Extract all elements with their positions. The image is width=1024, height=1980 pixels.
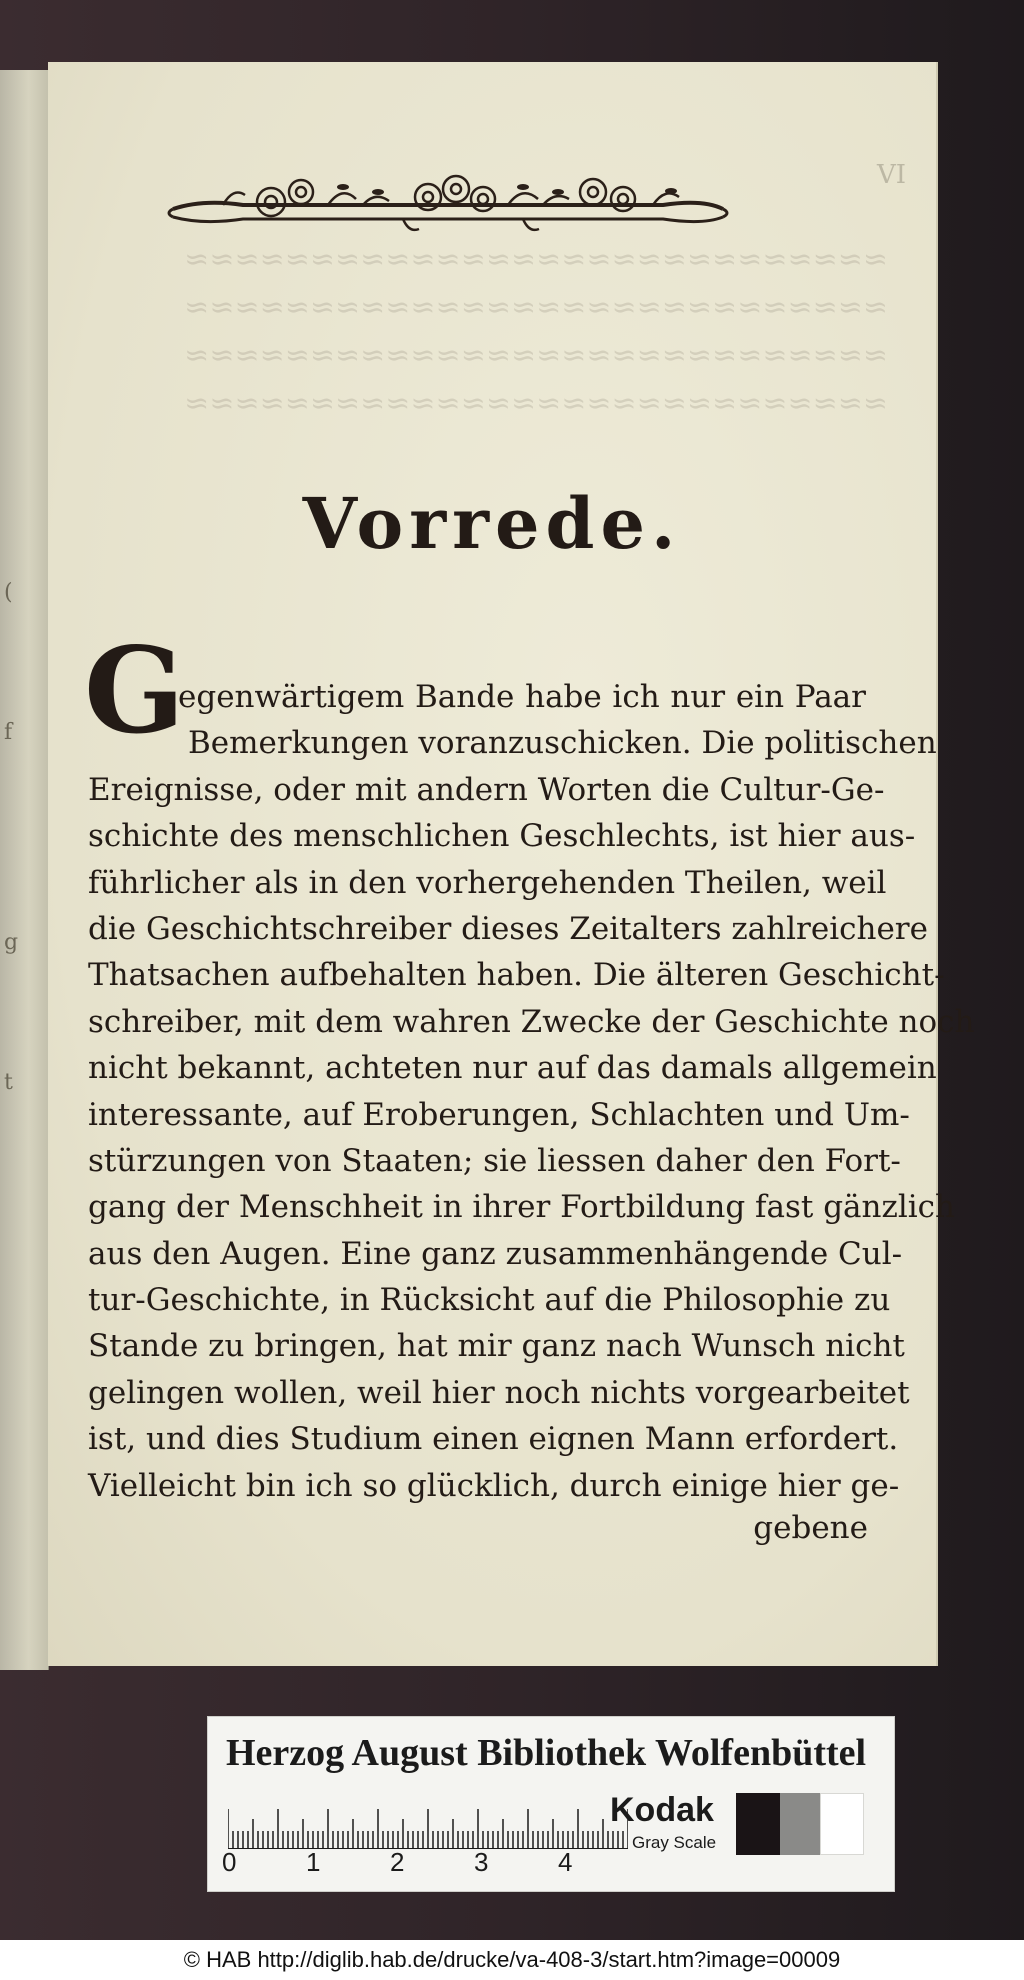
ruler-number: 4 [558, 1847, 573, 1877]
text-line: aus den Augen. Eine ganz zusammenhängende Cul- [88, 1235, 903, 1272]
text-line: Ereignisse, oder mit andern Worten die Cultur-Ge- [88, 771, 885, 808]
page-title: Vorrede. [302, 482, 682, 565]
left-page-edge [0, 70, 49, 1670]
gray-swatch-white [820, 1793, 864, 1855]
margin-mark: t [4, 1070, 13, 1095]
show-through: ≈≈≈≈≈≈≈≈≈≈≈≈≈≈≈≈≈≈≈≈≈≈≈≈≈≈≈≈ [184, 386, 888, 421]
text-line: die Geschichtschreiber dieses Zeitalters zahlreichere [88, 910, 928, 947]
margin-mark: f [4, 720, 13, 745]
ruler-number: 0 [222, 1847, 237, 1877]
text-line: stürzungen von Staaten; sie liessen daher den Fort- [88, 1142, 901, 1179]
library-name: Herzog August Bibliothek Wolfenbüttel [226, 1732, 867, 1774]
gray-swatch-mid [780, 1793, 820, 1855]
page-number-mark: VI [876, 160, 906, 190]
text-line: nicht bekannt, achteten nur auf das damals allgemein [88, 1050, 937, 1087]
text-line: schichte des menschlichen Geschlechts, ist hier aus- [88, 818, 916, 855]
gray-scale-label: Gray Scale [632, 1833, 717, 1852]
margin-mark: ( [4, 580, 13, 605]
text-line: Thatsachen aufbehalten haben. Die älteren Geschicht- [88, 957, 945, 994]
kodak-logo: Kodak [610, 1791, 714, 1829]
catchword: gebene [753, 1510, 868, 1546]
text-line: Stande zu bringen, hat mir ganz nach Wunsch nicht [88, 1328, 905, 1365]
margin-mark: g [4, 930, 19, 955]
text-line: führlicher als in den vorhergehenden Theilen, weil [88, 864, 887, 901]
text-line: egenwärtigem Bande habe ich nur ein Paar [178, 679, 866, 715]
text-line: interessante, auf Eroberungen, Schlachten und Um- [88, 1096, 910, 1133]
book-page [48, 62, 975, 1666]
ruler-icon [228, 1797, 628, 1849]
text-line: gelingen wollen, weil hier noch nichts vorgearbeitet [88, 1374, 910, 1411]
footer-credit: © HAB http://diglib.hab.de/drucke/va-408-3/start.htm?image=00009 [0, 1940, 1024, 1980]
text-line: tur-Geschichte, in Rücksicht auf die Philosophie zu [88, 1282, 891, 1319]
text-line: Vielleicht bin ich so glücklich, durch einige hier ge- [88, 1467, 900, 1504]
text-line: ist, und dies Studium einen eignen Mann erfordert. [88, 1421, 899, 1458]
text-line: gang der Menschheit in ihrer Fortbildung fast gänzlich [88, 1189, 955, 1226]
drop-cap-initial: G [84, 621, 185, 760]
text-line: Bemerkungen voranzuschicken. Die politischen [188, 725, 937, 762]
ruler-number: 3 [474, 1847, 489, 1877]
gray-swatch-dark [736, 1793, 780, 1855]
color-calibration-card [207, 1716, 895, 1892]
show-through: ≈≈≈≈≈≈≈≈≈≈≈≈≈≈≈≈≈≈≈≈≈≈≈≈≈≈≈≈ [184, 338, 888, 373]
ruler-number: 2 [390, 1847, 405, 1877]
text-line: schreiber, mit dem wahren Zwecke der Geschichte noch [88, 1003, 975, 1040]
ruler-number: 1 [306, 1847, 321, 1877]
show-through: ≈≈≈≈≈≈≈≈≈≈≈≈≈≈≈≈≈≈≈≈≈≈≈≈≈≈≈≈ [184, 242, 888, 277]
body-text [88, 674, 975, 1509]
floral-ornament-icon [163, 147, 733, 277]
show-through: ≈≈≈≈≈≈≈≈≈≈≈≈≈≈≈≈≈≈≈≈≈≈≈≈≈≈≈≈ [184, 290, 888, 325]
